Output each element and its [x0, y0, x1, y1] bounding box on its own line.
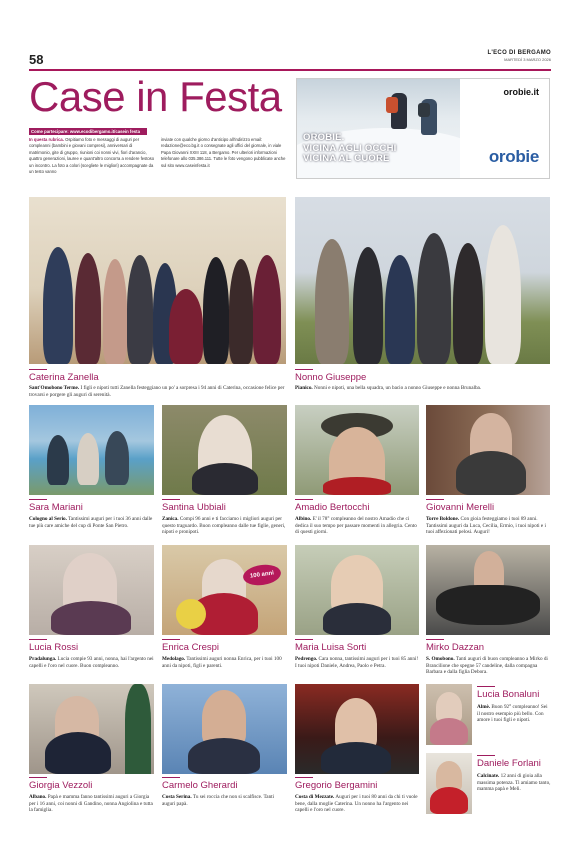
ad-hiker: [391, 93, 407, 129]
heading-gregorio-bergamini: Gregorio Bergamini: [295, 780, 378, 791]
caption-maria-luisa-sorti: [295, 656, 419, 669]
heading-rule: [29, 369, 47, 370]
caption-location: Cologno al Serio.: [29, 516, 67, 522]
caption-text: Con gioia festeggiamo i tuoi 89 anni. Tantissimi auguri da Luca, Cecilia, Ermio, i tuoi nipoti e i tuoi affezionati pelosi. Auguri!: [426, 516, 546, 536]
caption-text: E' il 78° compleanno del nostro Amadio che ci dedica il suo tempo per passare momenti in allegria. Cento di questi giorni.: [295, 516, 417, 536]
photo-enrica-crespi: [162, 545, 287, 635]
caption-mirko-dazzan: [426, 656, 550, 676]
photo-daniele-forlani: [426, 753, 472, 814]
heading-rule: [162, 777, 180, 778]
badge-100-anni: 100 anni: [242, 562, 282, 587]
intro-text-1: Ospitiamo foto e messaggi di auguri per compleanni (bambini e giovani compresi), anniversari di matrimonio, gite di gruppo, riunioni coi nonni vivi, fiori d'arancio, quattro generazioni, lauree e quant'altro concorra a rendere festoso un incontro. La foto a colori (scegliete le migliori) accompagnate da un testo vanno: [29, 137, 155, 175]
photo-gregorio-bergamini: [295, 684, 419, 774]
caption-giorgia-vezzoli: [29, 794, 154, 814]
caption-nonno-giuseppe: [295, 385, 550, 392]
caption-location: Medolago.: [162, 656, 186, 662]
section-subtitle[interactable]: Come partecipare: www.ecodibergamo.it/casein festa: [29, 128, 147, 135]
caption-text: Papà e mamma fanno tantissimi auguri a Giorgia per i 16 anni, coi nonni di Gandino, nonna Angiolina e tutta la famiglia.: [29, 794, 153, 814]
caption-text: Lucia compie 93 anni, nonna, hai l'argento nei capelli e l'oro nel cuore. Buon compleanno.: [29, 656, 154, 669]
heading-amadio-bertocchi: Amadio Bertocchi: [295, 502, 370, 513]
caption-location: Calcinate.: [477, 773, 500, 779]
caption-location: Pradalunga.: [29, 656, 57, 662]
photo-giorgia-vezzoli: [29, 684, 154, 774]
caption-location: Pedrengo.: [295, 656, 318, 662]
masthead: [487, 50, 551, 62]
intro-text-2: inviate con qualche giorno d'anticipo all'indirizzo email: redazione@eco.bg.it o consegnate agli uffici del giornale, in viale Papa Giovanni XXIII 118, a Bergamo. Per ulteriori informazioni telefonare allo 035.386.111. Tutte le foto vengono pubblicate anche sul sito www.caseinfesta.it: [161, 137, 286, 168]
ad-logo: orobie: [488, 147, 539, 166]
caption-text: Auguri per i tuoi 80 anni da chi ti vuole bene, dalla moglie Caterina. Un nonno ha l'argento nei capelli e l'oro nel cuore.: [295, 794, 418, 814]
photo-sara-mariani: [29, 405, 154, 495]
caption-carmelo-gherardi: [162, 794, 287, 807]
caption-text: Compi 96 anni e ti facciamo i migliori auguri per questo traguardo. Buon compleanno dalle tue figlie, generi, nipoti e pronipoti.: [162, 516, 286, 536]
heading-enrica-crespi: Enrica Crespi: [162, 642, 220, 653]
heading-lucia-bonaluni: Lucia Bonaluni: [477, 689, 540, 700]
photo-mirko-dazzan: [426, 545, 550, 635]
caption-location: Costa di Mezzate.: [295, 794, 335, 800]
heading-caterina-zanella: Caterina Zanella: [29, 372, 99, 383]
caption-text: Cara nonna, tantissimi auguri per i tuoi 85 anni! I tuoi nipoti Daniele, Andrea, Paolo e Petra.: [295, 656, 419, 669]
caption-santina-ubbiali: [162, 516, 287, 536]
intro-column-2: [161, 137, 287, 169]
heading-maria-luisa-sorti: Maria Luisa Sorti: [295, 642, 367, 653]
caption-location: Almè.: [477, 704, 491, 710]
photo-nonno-giuseppe: [295, 197, 550, 364]
caption-lucia-bonaluni: [477, 704, 551, 724]
heading-rule: [29, 777, 47, 778]
section-title: Case in Festa: [29, 73, 282, 120]
ad-slogan-line: OROBIE.: [303, 132, 345, 143]
heading-daniele-forlani: Daniele Forlani: [477, 758, 541, 769]
caption-text: Tantissimi auguri per i tuoi 36 anni dalle tue più care amiche del cup di Ponte San Pietro.: [29, 516, 153, 529]
photo-giovanni-merelli: [426, 405, 550, 495]
photo-carmelo-gherardi: [162, 684, 287, 774]
caption-lucia-rossi: [29, 656, 154, 669]
heading-giovanni-merelli: Giovanni Merelli: [426, 502, 495, 513]
caption-text: Buon 92° compleanno! Sei il nostro esempio più bello. Con amore i tuoi figli e nipoti.: [477, 704, 548, 724]
caption-text: Tu sei roccia che non si scalfisce. Tanti auguri papà.: [162, 794, 275, 807]
caption-location: Albano.: [29, 794, 47, 800]
caption-text: I figli e nipoti tutti Zanella festeggiano un po' a sorpresa i 94 anni di Caterina, occasione felice per trovarsi e porgere gli auguri di serenità.: [29, 385, 285, 398]
heading-giorgia-vezzoli: Giorgia Vezzoli: [29, 780, 93, 791]
heading-rule: [426, 639, 444, 640]
heading-sara-mariani: Sara Mariani: [29, 502, 83, 513]
caption-enrica-crespi: [162, 656, 287, 669]
caption-gregorio-bergamini: [295, 794, 419, 814]
photo-maria-luisa-sorti: [295, 545, 419, 635]
caption-daniele-forlani: [477, 773, 551, 793]
heading-rule: [477, 755, 495, 756]
heading-rule: [162, 499, 180, 500]
heading-rule: [295, 499, 313, 500]
heading-rule: [477, 686, 495, 687]
ad-slogan-line: VICINA AL CUORE: [303, 153, 390, 164]
heading-rule: [426, 499, 444, 500]
caption-text: Tanti auguri di buon compleanno a Mirko di Brancilione che spegne 57 candeline, dalla compagna Barbara e dalla figlia Debora.: [426, 656, 548, 676]
heading-rule: [295, 369, 313, 370]
heading-mirko-dazzan: Mirko Dazzan: [426, 642, 485, 653]
caption-text: Tantissimi auguri nonna Enrica, per i tuoi 100 anni da nipoti, figli e parenti.: [162, 656, 282, 669]
ad-slogan: [303, 133, 396, 165]
caption-caterina-zanella: [29, 385, 286, 398]
photo-lucia-rossi: [29, 545, 154, 635]
photo-caterina-zanella: [29, 197, 286, 364]
photo-santina-ubbiali: [162, 405, 287, 495]
heading-rule: [162, 639, 180, 640]
ad-hiker: [421, 99, 437, 135]
top-rule: [29, 69, 551, 71]
caption-location: Sant'Omobono Terme.: [29, 385, 80, 391]
newspaper-name: L'ECO DI BERGAMO: [487, 50, 551, 56]
caption-amadio-bertocchi: [295, 516, 419, 536]
heading-nonno-giuseppe: Nonno Giuseppe: [295, 372, 367, 383]
photo-amadio-bertocchi: [295, 405, 419, 495]
caption-sara-mariani: [29, 516, 154, 529]
heading-rule: [295, 639, 313, 640]
ad-url[interactable]: orobie.it: [503, 87, 539, 97]
heading-rule: [295, 777, 313, 778]
caption-location: Torre Boldone.: [426, 516, 460, 522]
intro-lead: In questa rubrica.: [29, 137, 64, 142]
page-number: 58: [29, 52, 44, 67]
intro-column-1: [29, 137, 155, 175]
caption-giovanni-merelli: [426, 516, 550, 536]
caption-text: Nonni e nipoti, una bella squadra, un bacio a nonno Giuseppe e nonna Brunalba.: [314, 385, 482, 391]
heading-lucia-rossi: Lucia Rossi: [29, 642, 79, 653]
caption-location: S. Omobono.: [426, 656, 455, 662]
heading-santina-ubbiali: Santina Ubbiali: [162, 502, 226, 513]
caption-location: Albino.: [295, 516, 312, 522]
heading-rule: [29, 639, 47, 640]
ad-slogan-line: VICINA AGLI OCCHI: [303, 142, 397, 154]
heading-rule: [29, 499, 47, 500]
ad-photo: [297, 79, 460, 178]
photo-lucia-bonaluni: [426, 684, 472, 745]
caption-text: 12 anni di gioia alla massima potenza. Ti amiamo tanto, mamma papà e Meli.: [477, 773, 551, 793]
advertisement[interactable]: [296, 78, 550, 179]
caption-location: Pianico.: [295, 385, 313, 391]
issue-date: MARTEDÌ 3 MARZO 2026: [504, 57, 551, 62]
caption-location: Zanica.: [162, 516, 179, 522]
caption-location: Costa Serina.: [162, 794, 192, 800]
heading-carmelo-gherardi: Carmelo Gherardi: [162, 780, 238, 791]
